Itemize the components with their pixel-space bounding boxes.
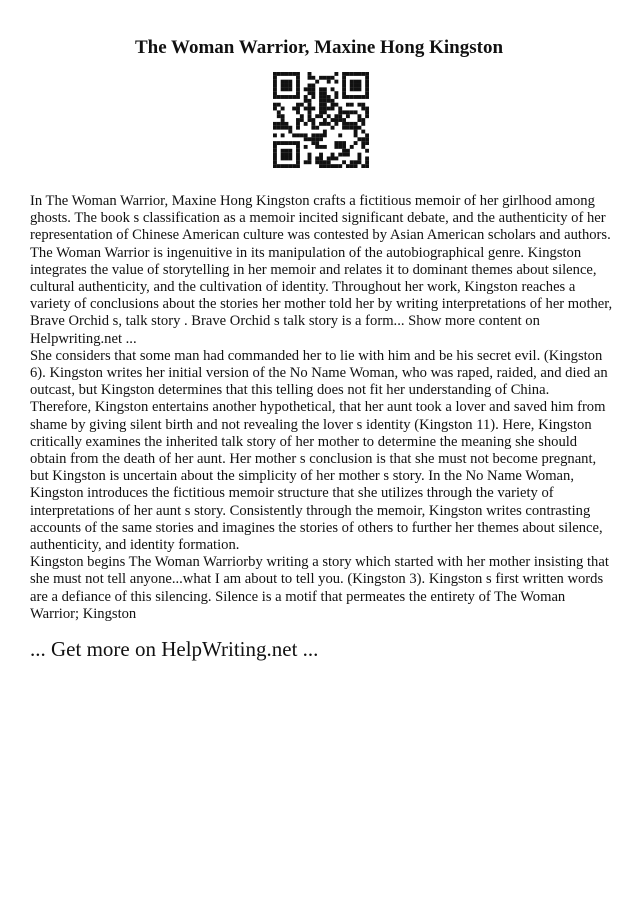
document-title: The Woman Warrior, Maxine Hong Kingston	[134, 37, 504, 58]
qr-code-icon	[273, 72, 369, 168]
get-more-link[interactable]: ... Get more on HelpWriting.net ...	[30, 637, 319, 661]
paragraph: Kingston begins The Woman Warriorby writing a story which started with her mother insisting that she must not tell anyone...what I am about to tell you. (Kingston 3). Kingston s first written words are a defiance of this silencing. Silence is a motif that permeates the entirety of The Woman Warrior; Kingston	[30, 554, 609, 622]
article-body	[30, 193, 613, 623]
paragraph: She considers that some man had commanded her to lie with him and be his secret evil. (Kingston 6). Kingston writes her initial version of the No Name Woman, who was raped, raided, and died an outcast, but Kingston determines that this telling does not fit her understanding of China. Therefore, Kingston entertains another hypothetical, that her aunt took a lover and saved him from shame by giving silent birth and not revealing the lover s identity (Kingston 11). Here, Kingston critically examines the inherited talk story of her mother to determine the meaning she should obtain from the death of her aunt. Her mother s conclusion is that she must not become pregnant, but Kingston is uncertain about the simplicity of her mother s story. In the No Name Woman, Kingston introduces the fictitious memoir structure that she utilizes through the variety of interpretations of her aunt s story. Consistently through the memoir, Kingston writes contrasting accounts of the same stories and imagines the stories of others to further her themes about silence, authenticity, and identity formation.	[30, 347, 608, 554]
paragraph: In The Woman Warrior, Maxine Hong Kingston crafts a fictitious memoir of her girlhood among ghosts. The book s classification as a memoir incited significant debate, and the authenticity of her representation of Chinese American culture was contested by Asian American scholars and authors. The Woman Warrior is ingenuitive in its manipulation of the autobiographical genre. Kingston integrates the value of storytelling in her memoir and relates it to dominant themes about silence, cultural authenticity, and the cultivation of identity. Throughout her work, Kingston reaches a variety of conclusions about the stories her mother told her by writing interpretations of her mother, Brave Orchid s, talk story . Brave Orchid s talk story is a form... Show more content on Helpwriting.net ...	[30, 193, 613, 347]
